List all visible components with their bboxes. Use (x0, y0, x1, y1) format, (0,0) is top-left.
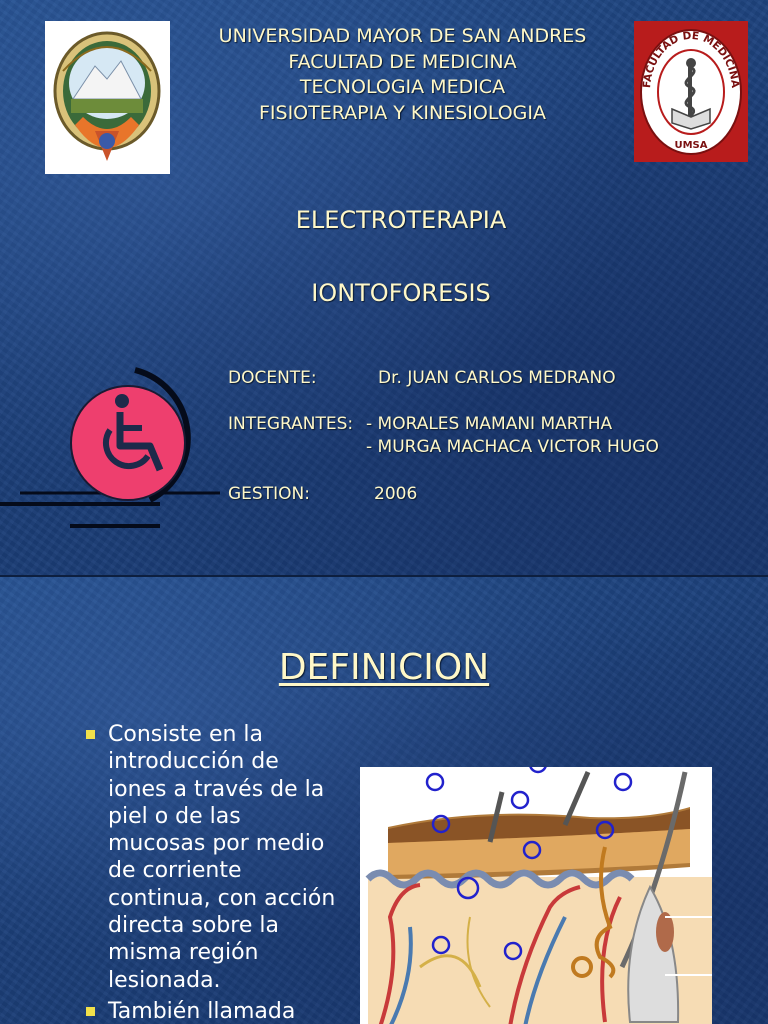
slide-title: ELECTROTERAPIA (295, 206, 507, 234)
header-line: FISIOTERAPIA Y KINESIOLOGIA (258, 101, 547, 124)
header-line: FACULTAD DE MEDICINA (288, 50, 517, 73)
skin-cross-section-illustration (360, 767, 712, 1024)
faculty-logo-text: FACULTAD DE MEDICINA (641, 29, 742, 89)
faculty-logo-umsa: UMSA (674, 140, 708, 151)
docente-value: Dr. JUAN CARLOS MEDRANO (378, 368, 616, 388)
wheelchair-icon (0, 360, 230, 535)
list-item (82, 721, 342, 994)
integrante-item: - MURGA MACHACA VICTOR HUGO (366, 437, 659, 457)
slide-subtitle: IONTOFORESIS (311, 279, 491, 307)
header-line: TECNOLOGIA MEDICA (299, 76, 506, 98)
gestion-label: GESTION: (228, 484, 310, 504)
institution-header (180, 24, 625, 126)
bullet-text: Consiste en la introducción de iones a través de la piel o de las mucosas por medio de corriente continua, con acción directa sobre la misma región lesionada. (108, 722, 336, 993)
definition-title: DEFINICION (278, 647, 490, 688)
docente-label: DOCENTE: (228, 368, 317, 388)
faculty-of-medicine-logo-icon (634, 21, 748, 162)
bullet-text: También llamada (108, 998, 296, 1024)
bullet-list (82, 721, 342, 1024)
bullet-square-icon (86, 730, 95, 739)
bullet-square-icon (86, 1007, 95, 1016)
university-seal-icon (45, 21, 170, 174)
integrante-item: - MORALES MAMANI MARTHA (366, 414, 613, 434)
list-item (82, 998, 342, 1024)
definition-slide (0, 577, 768, 1024)
integrantes-label: INTEGRANTES: (228, 414, 354, 434)
header-line: UNIVERSIDAD MAYOR DE SAN ANDRES (218, 25, 587, 47)
gestion-value: 2006 (374, 484, 418, 504)
